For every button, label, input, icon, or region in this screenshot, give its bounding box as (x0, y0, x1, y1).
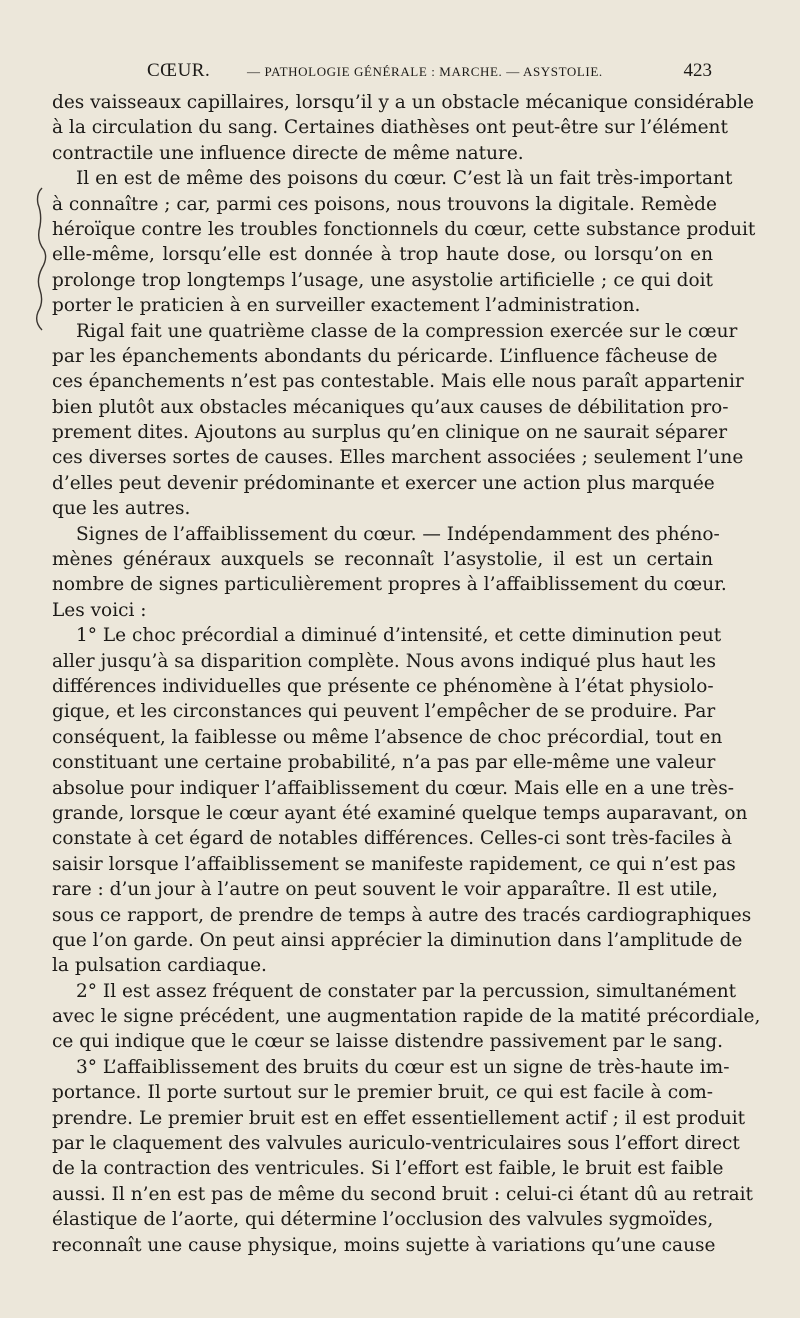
text-line: à connaître ; car, parmi ces poisons, nous trouvons la digitale. Remède (52, 193, 717, 215)
text-line: que les autres. (52, 498, 191, 520)
text-line: rare : d’un jour à l’autre on peut souvent le voir apparaître. Il est utile, (52, 879, 718, 901)
text-line: constate à cet égard de notables différences. Celles-ci sont très-faciles à (52, 828, 732, 850)
text-line: porter le praticien à en surveiller exactement l’administration. (52, 295, 641, 317)
text-line: nombre de signes particulièrement propres à l’affaiblissement du cœur. (52, 574, 727, 596)
text-line: ces épanchements n’est pas contestable. Mais elle nous paraît appartenir (52, 371, 744, 393)
body-text (52, 90, 761, 1258)
text-line: portance. Il porte surtout sur le premier bruit, ce qui est facile à com- (52, 1082, 713, 1104)
text-line: saisir lorsque l’affaiblissement se manifeste rapidement, ce qui n’est pas (52, 853, 736, 875)
text-line: la pulsation cardiaque. (52, 955, 267, 977)
text-line: prement dites. Ajoutons au surplus qu’en clinique on ne saurait séparer (52, 422, 728, 444)
text-line: aller jusqu’à sa disparition complète. Nous avons indiqué plus haut les (52, 650, 716, 672)
text-line: 1° Le choc précordial a diminué d’intensité, et cette diminution peut (76, 625, 722, 647)
handwritten-margin-bracket (28, 184, 52, 334)
text-line: par les épanchements abondants du péricarde. L’influence fâcheuse de (52, 345, 718, 367)
text-line: aussi. Il n’en est pas de même du second bruit : celui-ci étant dû au retrait (52, 1183, 753, 1205)
text-line: grande, lorsque le cœur ayant été examiné quelque temps auparavant, on (52, 802, 748, 824)
text-line: reconnaît une cause physique, moins sujette à variations qu’une cause (52, 1234, 716, 1256)
text-line: d’elles peut devenir prédominante et exercer une action plus marquée (52, 472, 715, 494)
text-line: conséquent, la faiblesse ou même l’absence de choc précordial, tout en (52, 726, 723, 748)
text-line: à la circulation du sang. Certaines diathèses ont peut-être sur l’élément (52, 117, 728, 139)
text-line: que l’on garde. On peut ainsi apprécier la diminution dans l’amplitude de (52, 929, 743, 951)
text-line: ce qui indique que le cœur se laisse distendre passivement par le sang. (52, 1031, 724, 1053)
text-line: de la contraction des ventricules. Si l’effort est faible, le bruit est faible (52, 1158, 724, 1180)
text-line: avec le signe précédent, une augmentation rapide de la matité précordiale, (52, 1006, 761, 1028)
text-line: absolue pour indiquer l’affaiblissement du cœur. Mais elle en a une très- (52, 777, 734, 799)
text-line: différences individuelles que présente ce phénomène à l’état physiolo- (52, 675, 714, 697)
text-line: Il en est de même des poisons du cœur. C’est là un fait très-important (76, 168, 733, 190)
text-line: prolonge trop longtemps l’usage, une asystolie artificielle ; ce qui doit (52, 269, 713, 291)
text-line: constituant une certaine probabilité, n’a pas par elle-même une valeur (52, 752, 716, 774)
page-number: 423 (683, 60, 712, 81)
running-head-subtitle: — PATHOLOGIE GÉNÉRALE : MARCHE. — ASYSTOLIE. (247, 64, 603, 79)
text-line: contractile une influence directe de même nature. (52, 142, 524, 164)
text-line: Signes de l’affaiblissement du cœur. — Indépendamment des phéno- (76, 523, 720, 545)
text-line: ces diverses sortes de causes. Elles marchent associées ; seulement l’une (52, 447, 744, 469)
text-line: elle-même, lorsqu’elle est donnée à trop haute dose, ou lorsqu’on en (52, 244, 713, 266)
text-line: mènes généraux auxquels se reconnaît l’asystolie, il est un certain (52, 549, 713, 571)
text-line: Rigal fait une quatrième classe de la compression exercée sur le cœur (76, 320, 738, 342)
text-line: élastique de l’aorte, qui détermine l’occlusion des valvules sygmoïdes, (52, 1209, 714, 1231)
text-line: héroïque contre les troubles fonctionnels du cœur, cette substance produit (52, 218, 756, 240)
text-line: des vaisseaux capillaires, lorsqu’il y a un obstacle mécanique considérable (52, 92, 754, 113)
text-line: sous ce rapport, de prendre de temps à autre des tracés cardiographiques (52, 904, 752, 926)
running-head (52, 60, 712, 86)
running-head-title: CŒUR. (147, 60, 211, 81)
text-line: 3° L’affaiblissement des bruits du cœur est un signe de très-haute im- (76, 1056, 730, 1078)
text-line: Les voici : (52, 599, 147, 621)
text-line: prendre. Le premier bruit est en effet essentiellement actif ; il est produit (52, 1107, 746, 1129)
text-line: bien plutôt aux obstacles mécaniques qu’aux causes de débilitation pro- (52, 396, 729, 418)
text-line: par le claquement des valvules auriculo-ventriculaires sous l’effort direct (52, 1133, 740, 1155)
text-line: gique, et les circonstances qui peuvent l’empêcher de se produire. Par (52, 701, 716, 723)
text-line: 2° Il est assez fréquent de constater par la percussion, simultanément (76, 980, 737, 1002)
